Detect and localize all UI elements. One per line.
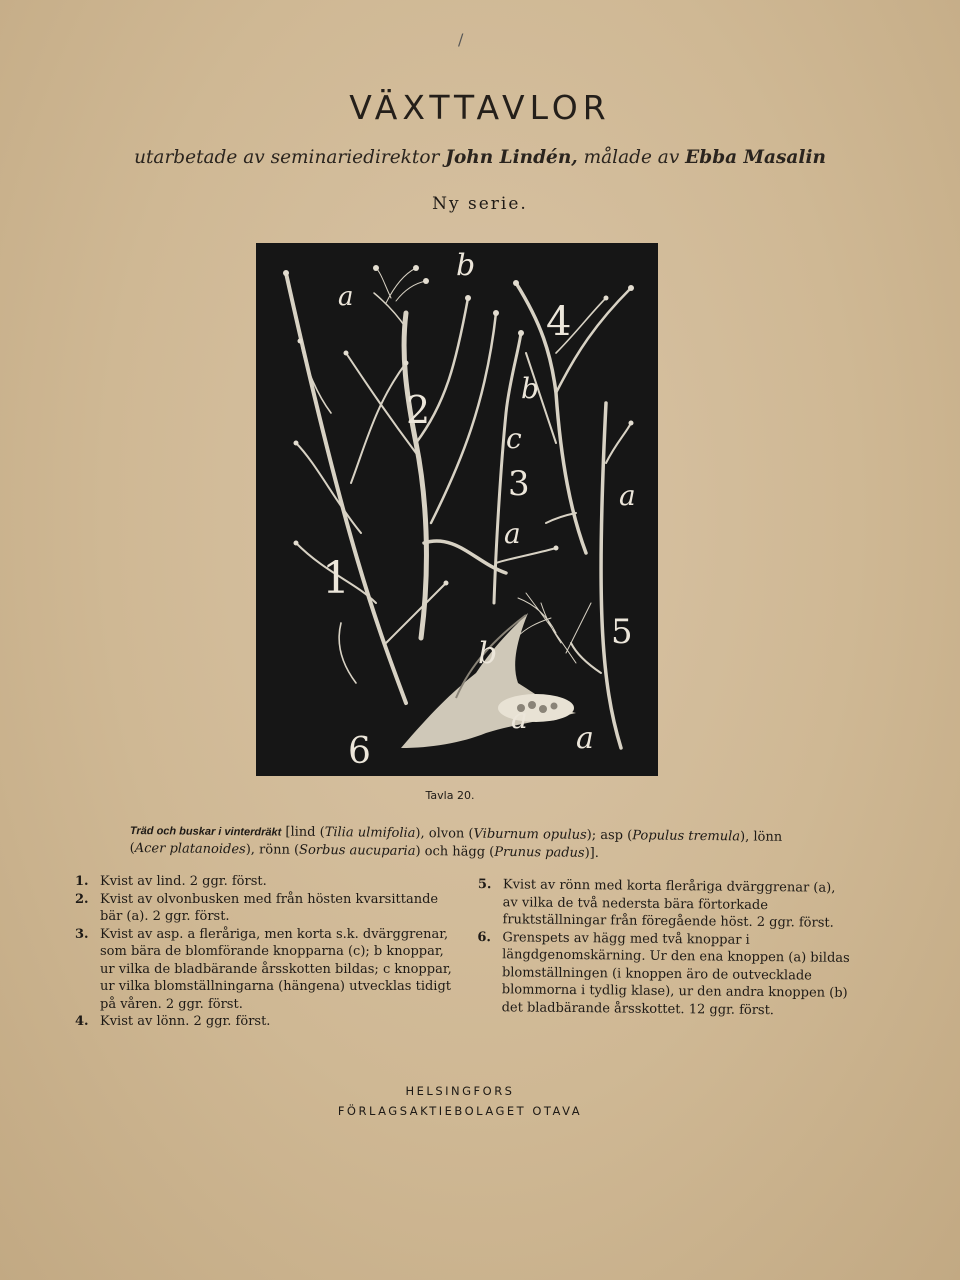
legend-number: 5. (477, 876, 492, 893)
legend-item (477, 928, 853, 1019)
legend-number: 2. (75, 891, 89, 907)
plate-label: 2 (406, 388, 431, 432)
species-name: Sorbus aucuparia (299, 842, 416, 859)
legend-text: Kvist av lönn. 2 ggr. först. (100, 1014, 271, 1029)
description-text: ) och hägg ( (415, 843, 495, 860)
subtitle-middle: målade av (577, 147, 686, 168)
legend-text: Kvist av lind. 2 ggr. först. (100, 874, 267, 889)
description-text: ), lönn ( (129, 829, 783, 857)
page-title: VÄXTTAVLOR (349, 88, 611, 127)
species-name: Prunus padus (494, 844, 585, 861)
plate-label: a (511, 702, 528, 735)
description-text: ), rönn ( (245, 842, 300, 858)
legend-text: Kvist av rönn med korta fleråriga dvärggrenar (a), av vilka de två nedersta bära förtorkade fruktställningar från föregående höst. 2 ggr. först. (502, 877, 836, 931)
legend-number: 6. (477, 929, 492, 945)
plate-label: 4 (546, 299, 572, 345)
plate-label: c (506, 422, 522, 455)
legend-text: Kvist av olvonbusken med från hösten kvarsittande bär (a). 2 ggr. först. (100, 891, 439, 924)
subtitle (0, 147, 960, 168)
legend-text: Grenspets av hägg med två knoppar i längdgenomskärning. Ur den ena knoppen (a) bildas blomställningen (i knoppen äro de outvecklade blommorna i tydlig klase), ur den andra knoppen (b) det bladbärande årsskottet. 12 ggr. först. (501, 929, 850, 1018)
twig-6-bud-section (401, 613, 576, 748)
subtitle-author: John Lindén, (445, 147, 578, 168)
legend-list-left (75, 873, 455, 1031)
description-text: [lind ( (281, 824, 325, 841)
plate-label: a (576, 721, 594, 756)
legend-number: 1. (75, 874, 89, 889)
plate-description (130, 822, 800, 865)
plate-label: a (338, 282, 354, 312)
description-text: )]. (584, 845, 599, 861)
twig-1 (286, 273, 406, 703)
plate-label: 6 (348, 731, 371, 772)
legend-list-right (477, 876, 853, 1020)
species-name: Viburnum opulus (473, 826, 587, 843)
description-lead: Träd och buskar i vinterdräkt (129, 824, 282, 839)
plate-caption: Tavla 20. (425, 789, 475, 802)
plate-label: a (619, 479, 636, 512)
plate-label: a (504, 517, 521, 550)
subtitle-painter: Ebba Masalin (685, 147, 826, 168)
subtitle-prefix: utarbetade av seminariedirektor (134, 147, 446, 168)
legend-number: 3. (75, 926, 89, 942)
plate-label: 1 (322, 553, 350, 604)
plate-label: b (456, 248, 476, 283)
plate-label: b (478, 636, 498, 671)
plate-label: 5 (611, 612, 633, 652)
footer-city: HELSINGFORS (405, 1084, 515, 1098)
plate-label: b (521, 372, 539, 405)
plate-label: 3 (508, 464, 530, 504)
legend-item (75, 926, 455, 1014)
legend-item (75, 873, 455, 891)
species-name: Acer platanoides (134, 841, 246, 858)
page-mark: / (458, 30, 464, 49)
description-text: ); asp ( (586, 827, 633, 844)
legend-item (75, 1013, 455, 1031)
fruit-cluster (516, 593, 591, 663)
description-text: ), olvon ( (415, 825, 474, 842)
legend-item (75, 891, 455, 926)
species-name: Tilia ulmifolia (324, 825, 416, 841)
botanical-plate (256, 243, 658, 776)
plate-illustration (256, 243, 658, 776)
legend-number: 4. (75, 1014, 89, 1029)
legend-text: Kvist av asp. a fleråriga, men korta s.k. dvärggrenar, som bära de blomförande knopparna (c); b knoppar, ur vilka de bladbärande årsskotten bildas; c knoppar, ur vilka blomställningarna (hängena) utvecklas tidigt på våren. 2 ggr. först. (100, 926, 452, 1012)
species-name: Populus tremula (632, 828, 741, 845)
footer-publisher: FÖRLAGSAKTIEBOLAGET OTAVA (337, 1104, 583, 1118)
legend-item (477, 876, 853, 932)
series-label: Ny serie. (432, 194, 528, 214)
